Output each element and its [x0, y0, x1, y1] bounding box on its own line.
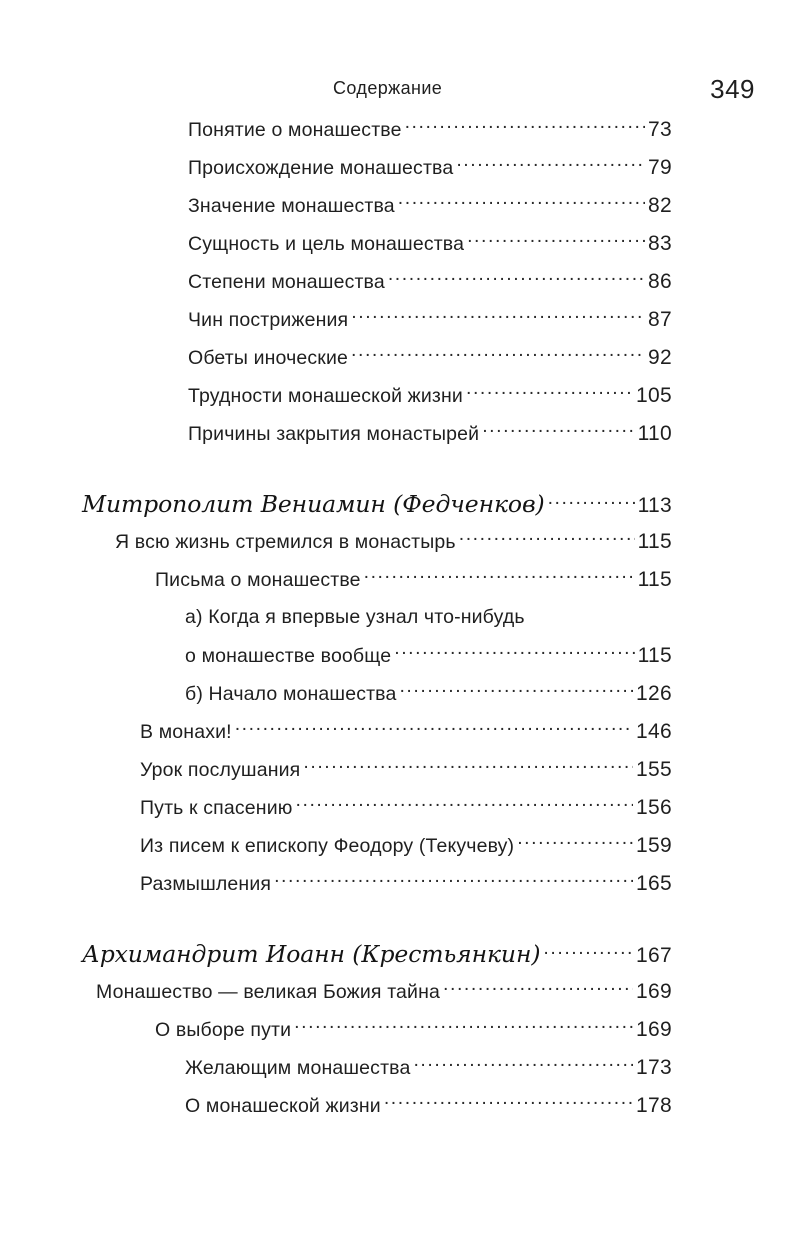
toc-entry[interactable]	[0, 834, 803, 872]
toc-entry-title: б) Начало монашества	[185, 683, 397, 705]
toc-entry-page-number: 82	[648, 194, 672, 217]
toc-entry-page-number: 79	[648, 156, 672, 179]
toc-entry-page-number: 156	[636, 796, 672, 819]
toc-entry-title: Монашество — великая Божия тайна	[96, 981, 441, 1003]
dot-leader	[364, 570, 635, 586]
toc-entry-page-number: 73	[648, 118, 672, 141]
toc-entry-title: Чин пострижения	[188, 309, 349, 331]
toc-entry[interactable]	[0, 796, 803, 834]
toc-entry-page-number: 165	[636, 872, 672, 895]
dot-leader	[294, 1020, 633, 1036]
dot-leader	[466, 386, 633, 402]
toc-entry-title: Понятие о монашестве	[188, 119, 402, 141]
dot-leader	[413, 1058, 633, 1074]
dot-leader	[388, 272, 645, 288]
toc-entry-title: О монашеской жизни	[185, 1095, 381, 1117]
toc-entry-title: Обеты иноческие	[188, 347, 349, 369]
toc-entry-page-number: 110	[637, 422, 672, 445]
table-of-contents	[0, 118, 803, 1132]
toc-entry-page-number: 159	[636, 834, 672, 857]
toc-entry[interactable]	[0, 118, 803, 156]
toc-entry-title: Письма о монашестве	[155, 569, 361, 591]
toc-entry-page-number: 115	[637, 530, 672, 553]
toc-entry-title: Сущность и цель монашества	[188, 233, 465, 255]
dot-leader	[296, 798, 634, 814]
toc-entry-page-number: 113	[637, 494, 672, 517]
toc-entry-page-number: 155	[636, 758, 672, 781]
toc-entry[interactable]	[0, 194, 803, 232]
dot-leader	[543, 946, 633, 962]
toc-entry[interactable]	[0, 758, 803, 796]
toc-entry-title: Причины закрытия монастырей	[188, 423, 480, 445]
toc-entry-title: Урок послушания	[140, 759, 301, 781]
toc-entry[interactable]	[0, 530, 803, 568]
dot-leader	[548, 496, 635, 512]
dot-leader	[398, 196, 645, 212]
toc-section-entry[interactable]	[0, 940, 803, 980]
running-head-title: Содержание	[333, 78, 443, 98]
toc-section-entry[interactable]	[0, 490, 803, 530]
dot-leader	[394, 646, 634, 662]
toc-entry-page-number: 146	[636, 720, 672, 743]
toc-entry[interactable]	[0, 270, 803, 308]
toc-entry[interactable]	[0, 682, 803, 720]
dot-leader	[235, 722, 633, 738]
toc-entry-page-number: 169	[636, 980, 672, 1003]
toc-entry-title: Из писем к епископу Феодору (Текучеву)	[140, 835, 515, 857]
toc-entry-page-number: 173	[636, 1056, 672, 1079]
toc-entry[interactable]	[0, 606, 803, 644]
toc-entry[interactable]	[0, 156, 803, 194]
dot-leader	[274, 874, 633, 890]
toc-entry[interactable]	[0, 422, 803, 460]
toc-entry-page-number: 105	[636, 384, 672, 407]
toc-entry[interactable]	[0, 308, 803, 346]
toc-entry-page-number: 87	[648, 308, 672, 331]
toc-entry[interactable]	[0, 872, 803, 910]
dot-leader	[351, 348, 645, 364]
toc-entry[interactable]	[0, 1018, 803, 1056]
toc-entry-page-number: 92	[648, 346, 672, 369]
toc-entry-title: Я всю жизнь стремился в монастырь	[115, 531, 456, 553]
dot-leader	[459, 532, 635, 548]
toc-entry-title: Путь к спасению	[140, 797, 293, 819]
toc-entry-page-number: 86	[648, 270, 672, 293]
toc-entry-title: Происхождение монашества	[188, 157, 454, 179]
toc-entry[interactable]	[0, 568, 803, 606]
toc-entry-page-number: 167	[636, 944, 672, 967]
dot-leader	[303, 760, 633, 776]
toc-entry-title: Архимандрит Иоанн (Крестьянкин)	[82, 940, 541, 968]
dot-leader	[405, 120, 645, 136]
toc-entry-title: Митрополит Вениамин (Федченков)	[82, 490, 545, 518]
toc-entry-page-number: 169	[636, 1018, 672, 1041]
toc-entry[interactable]	[0, 720, 803, 758]
dot-leader	[443, 982, 633, 998]
toc-entry-title: а) Когда я впервые узнал что-нибудь	[185, 606, 525, 628]
toc-entry-title: Трудности монашеской жизни	[188, 385, 463, 407]
toc-entry[interactable]	[0, 1056, 803, 1094]
dot-leader	[399, 684, 633, 700]
toc-entry[interactable]	[0, 644, 803, 682]
toc-entry[interactable]	[0, 232, 803, 270]
page-folio-number: 349	[710, 74, 755, 104]
dot-leader	[467, 234, 645, 250]
toc-entry-page-number: 178	[636, 1094, 672, 1117]
dot-leader	[384, 1096, 633, 1112]
toc-entry-title: Желающим монашества	[185, 1057, 411, 1079]
toc-entry-title: В монахи!	[140, 721, 232, 743]
dot-leader	[517, 836, 633, 852]
toc-entry-title: о монашестве вообще	[185, 645, 392, 667]
running-head	[0, 74, 803, 106]
toc-entry[interactable]	[0, 980, 803, 1018]
toc-entry[interactable]	[0, 384, 803, 422]
toc-entry-page-number: 115	[637, 568, 672, 591]
dot-leader	[456, 158, 645, 174]
toc-entry[interactable]	[0, 346, 803, 384]
dot-leader	[351, 310, 645, 326]
toc-entry-page-number: 83	[648, 232, 672, 255]
toc-entry[interactable]	[0, 1094, 803, 1132]
dot-leader	[482, 424, 634, 440]
toc-entry-title: Размышления	[140, 873, 272, 895]
toc-entry-page-number: 115	[637, 644, 672, 667]
toc-entry-title: О выборе пути	[155, 1019, 292, 1041]
toc-entry-page-number: 126	[636, 682, 672, 705]
toc-entry-title: Степени монашества	[188, 271, 385, 293]
toc-entry-title: Значение монашества	[188, 195, 395, 217]
